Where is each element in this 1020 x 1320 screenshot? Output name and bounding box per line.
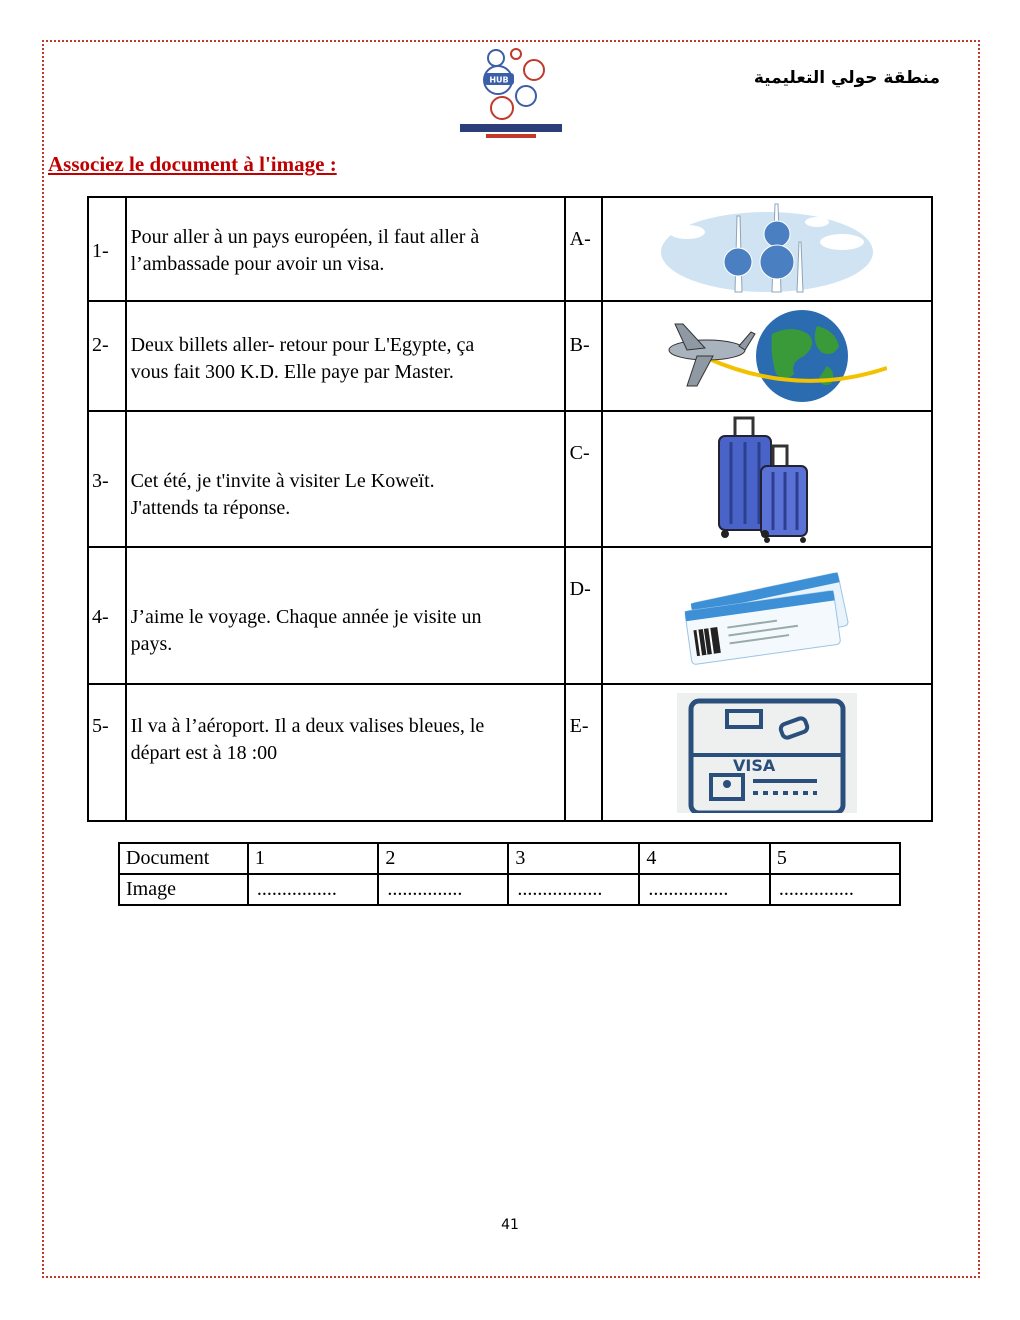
image-letter: B- (565, 301, 603, 411)
table-row (88, 684, 932, 821)
row-number: 3- (88, 411, 126, 547)
document-number: 3 (508, 843, 639, 874)
answer-blank[interactable]: ............... (378, 874, 508, 905)
image-cell (602, 547, 932, 684)
svg-text:HUB: HUB (489, 75, 509, 85)
row-label: Image (119, 874, 248, 905)
table-row (88, 197, 932, 301)
table-row (88, 411, 932, 547)
table-row (119, 843, 900, 874)
image-letter: D- (565, 547, 603, 684)
document-text: Pour aller à un pays européen, il faut aller à l’ambassade pour avoir un visa. (126, 197, 565, 301)
document-number: 2 (378, 843, 508, 874)
document-text: J’aime le voyage. Chaque année je visite un pays. (126, 547, 565, 684)
image-letter: A- (565, 197, 603, 301)
answer-blank[interactable]: ................. (508, 874, 639, 905)
answer-table (118, 842, 901, 906)
page-number: 41 (501, 1217, 519, 1233)
row-number: 5- (88, 684, 126, 821)
airplane-globe-icon (647, 306, 887, 406)
row-number: 4- (88, 547, 126, 684)
image-cell (602, 411, 932, 547)
document-number: 1 (248, 843, 379, 874)
image-letter: E- (565, 684, 603, 821)
document-text: Il va à l’aéroport. Il a deux valises bleues, le départ est à 18 :00 (126, 684, 565, 821)
image-cell (602, 197, 932, 301)
row-number: 1- (88, 197, 126, 301)
table-row (88, 301, 932, 411)
suitcases-icon (707, 414, 827, 544)
table-row (88, 547, 932, 684)
document-text: Cet été, je t'invite à visiter Le Koweït. J'attends ta réponse. (126, 411, 565, 547)
answer-blank[interactable]: ................ (248, 874, 379, 905)
matching-table (87, 196, 933, 822)
svg-text:VISA: VISA (733, 755, 776, 775)
document-text: Deux billets aller- retour pour L'Egypte, ça vous fait 300 K.D. Elle paye par Master. (126, 301, 565, 411)
table-row (119, 874, 900, 905)
answer-blank[interactable]: ............... (770, 874, 900, 905)
row-label: Document (119, 843, 248, 874)
document-number: 5 (770, 843, 900, 874)
answer-blank[interactable]: ................ (639, 874, 770, 905)
visa-document-icon (677, 693, 857, 813)
plane-tickets-icon (677, 566, 857, 666)
image-letter: C- (565, 411, 603, 547)
image-cell (602, 684, 932, 821)
document-number: 4 (639, 843, 770, 874)
instruction-title: Associez le document à l'image : (48, 152, 337, 176)
row-number: 2- (88, 301, 126, 411)
image-cell (602, 301, 932, 411)
arabic-header: منطقة حولي التعليمية (753, 68, 940, 88)
le-hub-logo (452, 44, 567, 144)
kuwait-towers-icon (657, 202, 877, 296)
